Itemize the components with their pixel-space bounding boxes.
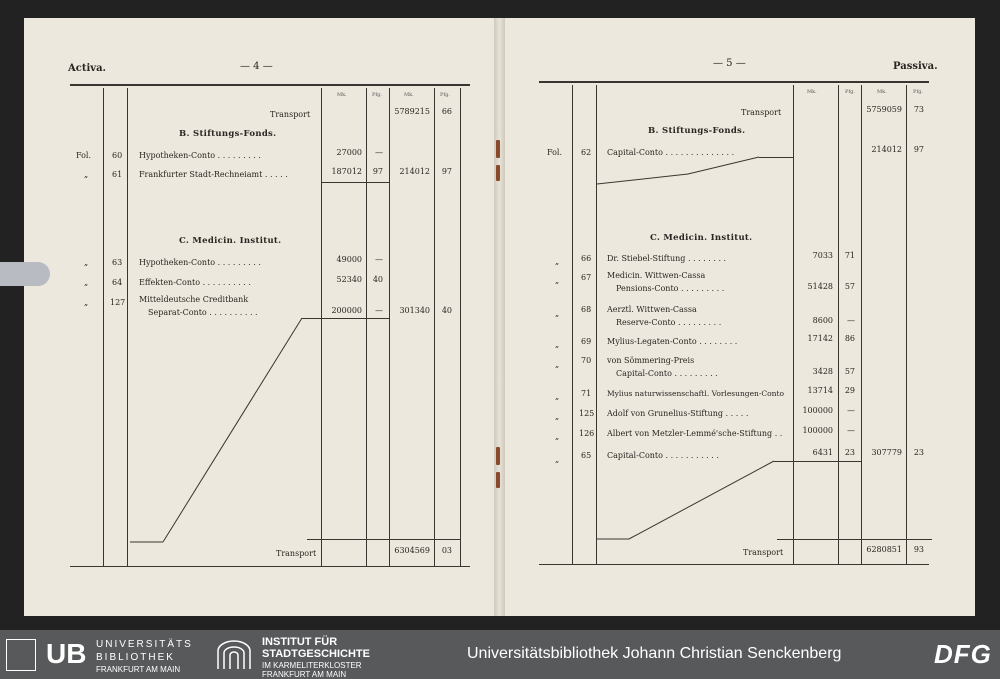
amount-mk: 100000 bbox=[802, 426, 833, 435]
transport-mk: 5789215 bbox=[394, 107, 430, 116]
amount-pfg: 29 bbox=[844, 386, 855, 395]
amount-mk: 187012 bbox=[331, 167, 362, 176]
account-number: 62 bbox=[581, 148, 592, 157]
col-head-mk: Mk. bbox=[877, 89, 887, 95]
account-number: 125 bbox=[579, 409, 595, 418]
isg-line2: STADTGESCHICHTE bbox=[262, 648, 370, 660]
amount-mk: 51428 bbox=[807, 282, 833, 291]
amount-mk: 49000 bbox=[336, 255, 362, 264]
library-name: Universitätsbibliothek Johann Christian Senckenberg bbox=[467, 645, 842, 662]
account-text: Mitteldeutsche Creditbank bbox=[139, 295, 249, 304]
subtotal-pfg: 40 bbox=[441, 306, 452, 315]
col-head-pfg: Pfg. bbox=[845, 89, 856, 95]
account-number: 127 bbox=[110, 298, 126, 307]
ub-abbrev: UB bbox=[46, 638, 87, 669]
transport-label: Transport bbox=[276, 549, 317, 558]
subtotal-pfg: 97 bbox=[913, 145, 924, 154]
section-c-heading: C. Medicin. Institut. bbox=[650, 233, 753, 243]
footer-bar bbox=[0, 630, 1000, 679]
amount-mk: 200000 bbox=[331, 306, 362, 315]
amount-mk: 17142 bbox=[807, 334, 833, 343]
ub-line1: UNIVERSITÄTS bbox=[96, 639, 193, 650]
account-text-line2: Separat-Conto . . . . . . . . . . bbox=[148, 308, 258, 317]
amount-pfg: — bbox=[375, 255, 383, 264]
amount-pfg: — bbox=[375, 148, 383, 157]
section-b-heading: B. Stiftungs-Fonds. bbox=[179, 129, 277, 139]
ub-line2: BIBLIOTHEK bbox=[96, 652, 175, 663]
isg-line1: INSTITUT FÜR bbox=[262, 636, 338, 648]
book-gutter bbox=[494, 18, 505, 616]
account-text: Hypotheken-Conto . . . . . . . . . bbox=[139, 151, 261, 160]
ditto-mark: „ bbox=[555, 276, 560, 285]
amount-pfg: 57 bbox=[844, 282, 855, 291]
col-head-mk: Mk. bbox=[337, 92, 347, 98]
account-text-line2: Reserve-Conto . . . . . . . . . bbox=[616, 318, 722, 327]
amount-mk: 52340 bbox=[336, 275, 362, 284]
amount-mk: 3428 bbox=[812, 367, 833, 376]
account-number: 68 bbox=[581, 305, 592, 314]
page-number-right: — 5 — bbox=[713, 58, 746, 69]
ditto-mark: „ bbox=[555, 360, 560, 369]
transport-pfg: 73 bbox=[913, 105, 924, 114]
amount-pfg: 40 bbox=[372, 275, 383, 284]
transport-mk: 6280851 bbox=[866, 545, 902, 554]
amount-pfg: 97 bbox=[372, 167, 383, 176]
section-c-heading: C. Medicin. Institut. bbox=[179, 236, 282, 246]
col-head-pfg: Pfg. bbox=[913, 89, 924, 95]
account-text: Effekten-Conto . . . . . . . . . . bbox=[139, 278, 251, 287]
transport-pfg: 03 bbox=[441, 546, 452, 555]
left-page bbox=[24, 18, 494, 616]
account-text: Albert von Metzler-Lemmé'sche-Stiftung . . bbox=[607, 429, 783, 438]
amount-pfg: — bbox=[847, 406, 855, 415]
amount-pfg: 57 bbox=[844, 367, 855, 376]
account-text: Medicin. Wittwen-Cassa bbox=[607, 271, 706, 280]
staple bbox=[496, 472, 500, 488]
bottom-rule bbox=[70, 566, 470, 567]
staple bbox=[496, 140, 500, 158]
amount-pfg: — bbox=[375, 306, 383, 315]
subtotal-pfg: 97 bbox=[441, 167, 452, 176]
dfg-logo: DFG bbox=[934, 639, 992, 669]
account-number: 126 bbox=[579, 429, 595, 438]
col-head-pfg: Pfg. bbox=[372, 92, 383, 98]
account-number: 65 bbox=[581, 451, 592, 460]
amount-mk: 27000 bbox=[336, 148, 362, 157]
account-text: Adolf von Grunelius-Stiftung . . . . . bbox=[607, 409, 749, 418]
fol-label: Fol. bbox=[547, 148, 563, 157]
account-number: 63 bbox=[112, 258, 123, 267]
account-text-line2: Capital-Conto . . . . . . . . . bbox=[616, 369, 718, 378]
account-text: Aerztl. Wittwen-Cassa bbox=[607, 305, 697, 314]
ditto-mark: „ bbox=[555, 432, 560, 441]
transport-label: Transport bbox=[743, 548, 784, 557]
account-text: Capital-Conto . . . . . . . . . . . . . . bbox=[607, 148, 735, 157]
section-b-heading: B. Stiftungs-Fonds. bbox=[648, 126, 746, 136]
ditto-mark: „ bbox=[555, 257, 560, 266]
ditto-mark: „ bbox=[84, 170, 89, 179]
ditto-mark: „ bbox=[555, 412, 560, 421]
ditto-mark: „ bbox=[84, 278, 89, 287]
total-rule bbox=[777, 539, 932, 540]
subtotal-pfg: 23 bbox=[913, 448, 924, 457]
col-head-mk: Mk. bbox=[404, 92, 414, 98]
fol-label: Fol. bbox=[76, 151, 92, 160]
account-number: 70 bbox=[581, 356, 592, 365]
account-number: 66 bbox=[581, 254, 592, 263]
subtotal-mk: 307779 bbox=[871, 448, 902, 457]
ditto-mark: „ bbox=[555, 392, 560, 401]
right-page bbox=[505, 18, 975, 616]
account-text: von Sömmering-Preis bbox=[607, 356, 695, 365]
amount-pfg: — bbox=[847, 316, 855, 325]
amount-pfg: 86 bbox=[844, 334, 855, 343]
account-number: 67 bbox=[581, 273, 592, 282]
amount-mk: 8600 bbox=[812, 316, 833, 325]
account-number: 64 bbox=[112, 278, 123, 287]
account-text: Frankfurter Stadt-Rechneiamt . . . . . bbox=[139, 170, 288, 179]
ditto-mark: „ bbox=[555, 455, 560, 464]
isg-logo-icon bbox=[214, 639, 254, 671]
account-text: Dr. Stiebel-Stiftung . . . . . . . . bbox=[607, 254, 727, 263]
account-number: 69 bbox=[581, 337, 592, 346]
ub-logo-icon bbox=[6, 639, 36, 671]
ditto-mark: „ bbox=[84, 258, 89, 267]
transport-mk: 5759059 bbox=[866, 105, 902, 114]
col-head-mk: Mk. bbox=[807, 89, 817, 95]
subtotal-mk: 214012 bbox=[399, 167, 430, 176]
passiva-heading: Passiva. bbox=[893, 61, 938, 72]
total-rule bbox=[307, 539, 460, 540]
account-number: 60 bbox=[112, 151, 123, 160]
account-number: 61 bbox=[112, 170, 123, 179]
transport-pfg: 66 bbox=[441, 107, 452, 116]
amount-pfg: 71 bbox=[844, 251, 855, 260]
amount-mk: 13714 bbox=[807, 386, 833, 395]
ditto-mark: „ bbox=[555, 340, 560, 349]
activa-heading: Activa. bbox=[68, 63, 107, 74]
transport-mk: 6304569 bbox=[394, 546, 430, 555]
amount-mk: 100000 bbox=[802, 406, 833, 415]
page-number-left: — 4 — bbox=[240, 61, 273, 72]
isg-line4: FRANKFURT AM MAIN bbox=[262, 670, 347, 679]
amount-mk: 7033 bbox=[812, 251, 833, 260]
amount-pfg: 23 bbox=[844, 448, 855, 457]
isg-line3: IM KARMELITERKLOSTER bbox=[262, 661, 362, 670]
ditto-mark: „ bbox=[84, 298, 89, 307]
account-text: Capital-Conto . . . . . . . . . . . bbox=[607, 451, 719, 460]
cancel-diagonal bbox=[505, 18, 975, 616]
amount-mk: 6431 bbox=[812, 448, 833, 457]
staple bbox=[496, 447, 500, 465]
subtotal-mk: 214012 bbox=[871, 145, 902, 154]
staple bbox=[496, 165, 500, 181]
account-text: Mylius-Legaten-Conto . . . . . . . . bbox=[607, 337, 738, 346]
bookmark-tab bbox=[0, 262, 50, 286]
account-text-line2: Pensions-Conto . . . . . . . . . bbox=[616, 284, 725, 293]
transport-label: Transport bbox=[270, 110, 311, 119]
account-text: Mylius naturwissenschaftl. Vorlesungen-Conto bbox=[607, 389, 784, 398]
transport-pfg: 93 bbox=[913, 545, 924, 554]
transport-label: Transport bbox=[741, 108, 782, 117]
col-head-pfg: Pfg. bbox=[440, 92, 451, 98]
ub-line3: FRANKFURT AM MAIN bbox=[96, 665, 181, 674]
ditto-mark: „ bbox=[555, 309, 560, 318]
bottom-rule bbox=[539, 564, 929, 565]
account-number: 71 bbox=[581, 389, 592, 398]
subtotal-mk: 301340 bbox=[399, 306, 430, 315]
account-text: Hypotheken-Conto . . . . . . . . . bbox=[139, 258, 261, 267]
amount-pfg: — bbox=[847, 426, 855, 435]
cancel-diagonal bbox=[24, 18, 494, 616]
